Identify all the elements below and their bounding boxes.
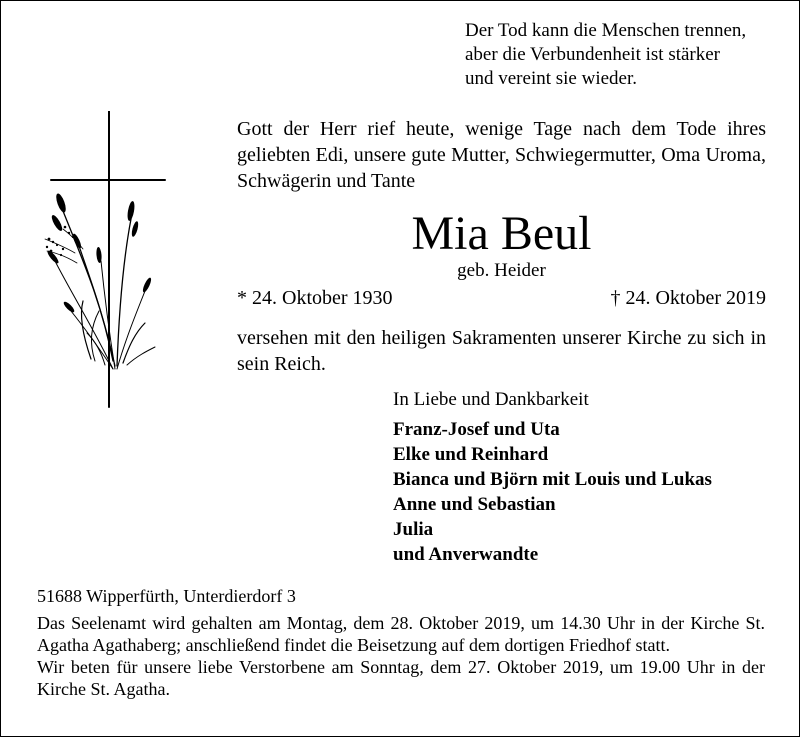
maiden-name: geb. Heider xyxy=(457,260,546,281)
mourner-name: Elke und Reinhard xyxy=(393,444,549,465)
funeral-notice xyxy=(37,612,765,700)
sacrament-line: versehen mit den heiligen Sakramenten unserer Kirche zu xyxy=(237,327,707,349)
intro-text xyxy=(237,116,766,194)
deceased-name: Mia Beul xyxy=(411,207,592,260)
birth-date: * 24. Oktober 1930 xyxy=(237,287,393,309)
mourner-name: und Anverwandte xyxy=(393,544,539,565)
motto-quote xyxy=(465,19,795,91)
sacrament-line: sich in sein Reich. xyxy=(237,327,766,375)
mourners-greeting: In Liebe und Dankbarkeit xyxy=(393,389,589,410)
requiem-paragraph: Das Seelenamt wird gehalten am Montag, dem 28. Oktober 2019, um 14.30 Uhr in der Kirche St. Agatha Agathaberg; anschließend findet die Beisetzung auf dem dortigen Friedhof statt. xyxy=(37,613,765,655)
mourner-name: Anne und Sebastian xyxy=(393,494,556,515)
prayer-paragraph: Wir beten für unsere liebe Verstorbene am Sonntag, dem 27. Oktober 2019, um 19.00 Uhr in der Kirche St. Agatha. xyxy=(37,657,765,699)
mourner-name: Julia xyxy=(393,519,434,540)
intro-line: Uroma, Schwägerin und Tante xyxy=(237,144,766,192)
sacrament-text xyxy=(237,325,766,377)
motto-line: und vereint sie wieder. xyxy=(465,68,638,89)
mourners-block xyxy=(393,387,793,567)
cross-with-wheat-icon xyxy=(43,111,173,411)
intro-line: geliebten Edi, unsere gute Mutter, Schwiegermutter, Oma xyxy=(237,144,701,166)
motto-line: aber die Verbundenheit ist stärker xyxy=(465,44,721,65)
death-date: † 24. Oktober 2019 xyxy=(610,287,766,309)
mourner-name: Franz-Josef und Uta xyxy=(393,419,560,440)
intro-line: Gott der Herr rief heute, wenige Tage nach dem Tode ihres xyxy=(237,118,766,140)
family-address: 51688 Wipperfürth, Unterdierdorf 3 xyxy=(37,586,296,606)
life-dates xyxy=(237,285,766,311)
motto-line: Der Tod kann die Menschen trennen, xyxy=(465,20,747,41)
mourner-name: Bianca und Björn mit Louis und Lukas xyxy=(393,469,712,490)
